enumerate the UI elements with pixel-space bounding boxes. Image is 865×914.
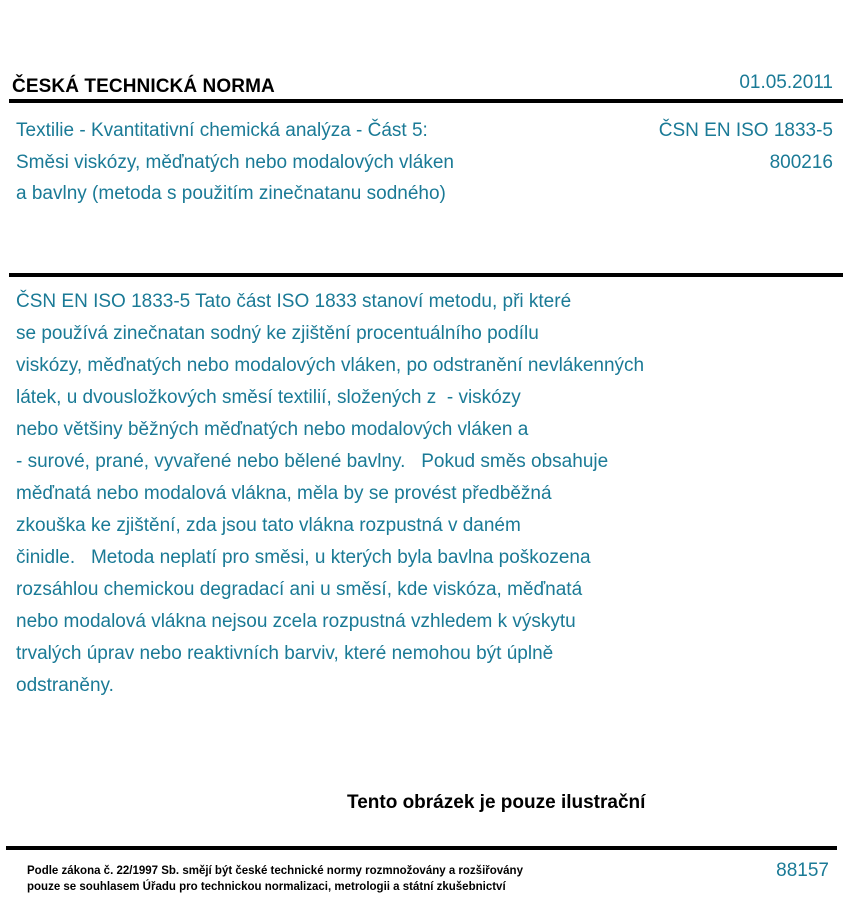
standard-title xyxy=(16,115,576,210)
legal-notice-line: pouze se souhlasem Úřadu pro technickou normalizaci, metrologii a státní zkušebnictví xyxy=(27,881,506,893)
abstract-line: - surové, prané, vyvařené nebo bělené bavlny. Pokud směs obsahuje xyxy=(16,451,609,472)
abstract-line: měďnatá nebo modalová vlákna, měla by se provést předběžná xyxy=(16,483,552,504)
standard-title-line: Textilie - Kvantitativní chemická analýza - Část 5: xyxy=(16,120,428,141)
legal-notice-line: Podle zákona č. 22/1997 Sb. smějí být české technické normy rozmnožovány a rozšiřovány xyxy=(27,865,523,877)
abstract-line: zkouška ke zjištění, zda jsou tato vlákna rozpustná v daném xyxy=(16,515,521,536)
issue-date: 01.05.2011 xyxy=(739,72,833,93)
abstract-line: nebo většiny běžných měďnatých nebo modalových vláken a xyxy=(16,419,529,440)
header-divider xyxy=(9,99,843,103)
abstract-line: viskózy, měďnatých nebo modalových vláken, po odstranění nevlákenných xyxy=(16,355,645,376)
abstract-line: odstraněny. xyxy=(16,675,114,696)
abstract-text xyxy=(16,286,776,702)
abstract-line: ČSN EN ISO 1833-5 Tato část ISO 1833 stanoví metodu, při které xyxy=(16,291,572,312)
standard-designation: ČSN EN ISO 1833-5 xyxy=(658,120,833,141)
standard-title-line: a bavlny (metoda s použitím zinečnatanu sodného) xyxy=(16,183,446,204)
standard-codes xyxy=(659,115,833,178)
document-number: 88157 xyxy=(776,860,829,881)
document-heading: ČESKÁ TECHNICKÁ NORMA xyxy=(12,76,275,97)
abstract-line: se používá zinečnatan sodný ke zjištění procentuálního podílu xyxy=(16,323,539,344)
classification-code: 800216 xyxy=(769,151,833,173)
abstract-line: činidle. Metoda neplatí pro směsi, u kterých byla bavlna poškozena xyxy=(16,547,591,568)
legal-notice xyxy=(27,863,523,895)
footer-divider xyxy=(6,846,837,850)
abstract-line: látek, u dvousložkových směsí textilií, složených z - viskózy xyxy=(16,387,521,408)
abstract-line: trvalých úprav nebo reaktivních barviv, které nemohou být úplně xyxy=(16,643,554,664)
standard-title-line: Směsi viskózy, měďnatých nebo modalových vláken xyxy=(16,151,454,173)
abstract-line: nebo modalová vlákna nejsou zcela rozpustná vzhledem k výskytu xyxy=(16,611,576,632)
illustrative-note: Tento obrázek je pouze ilustrační xyxy=(347,792,646,813)
abstract-line: rozsáhlou chemickou degradací ani u směsí, kde viskóza, měďnatá xyxy=(16,579,583,600)
section-divider xyxy=(9,273,843,277)
